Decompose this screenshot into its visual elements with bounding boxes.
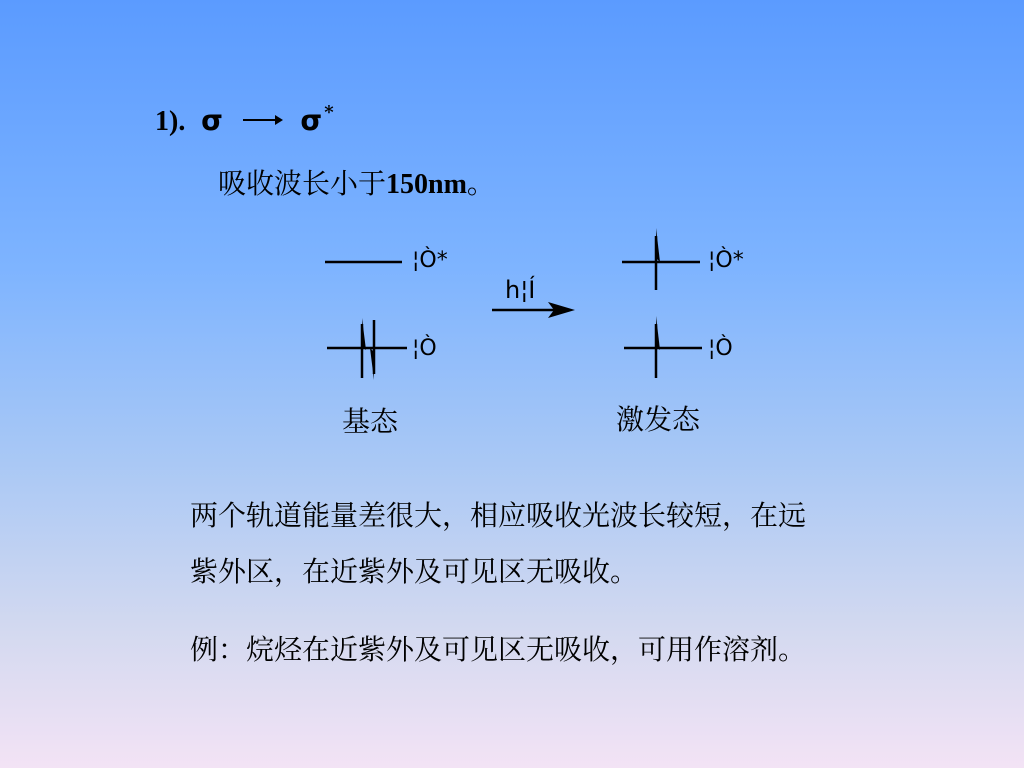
ground-lower-orbital-label: ¦Ò xyxy=(412,336,437,361)
excited-upper-orbital-label: ¦Ò* xyxy=(708,248,744,273)
explanation-paragraph xyxy=(190,488,806,600)
sigma-star-symbol: σ xyxy=(300,104,323,137)
excited-state-caption: 激发态 xyxy=(616,403,701,436)
subtitle-suffix: 。 xyxy=(466,167,495,200)
sigma-symbol: σ xyxy=(201,104,223,137)
electron-spin-up-icon xyxy=(362,318,366,350)
example-paragraph: 例：烷烃在近紫外及可见区无吸收，可用作溶剂。 xyxy=(190,633,807,666)
electron-spin-down-icon xyxy=(370,348,374,380)
heading-number: 1). xyxy=(155,106,186,137)
excited-lower-electron-icon xyxy=(656,316,660,350)
explanation-line-2: 紫外区，在近紫外及可见区无吸收。 xyxy=(190,555,639,588)
ground-state-caption: 基态 xyxy=(342,405,399,438)
subtitle-value: 150nm xyxy=(386,169,467,200)
excited-upper-electron-icon xyxy=(656,228,660,262)
explanation-line-1: 两个轨道能量差很大，相应吸收光波长较短，在远 xyxy=(190,499,807,532)
transition-energy-label: h¦Í xyxy=(505,276,536,304)
star-superscript: * xyxy=(324,102,334,123)
ground-upper-orbital-label: ¦Ò* xyxy=(412,248,448,273)
subtitle-prefix: 吸收波长小于 xyxy=(218,167,387,200)
excited-lower-orbital-label: ¦Ò xyxy=(708,336,733,361)
